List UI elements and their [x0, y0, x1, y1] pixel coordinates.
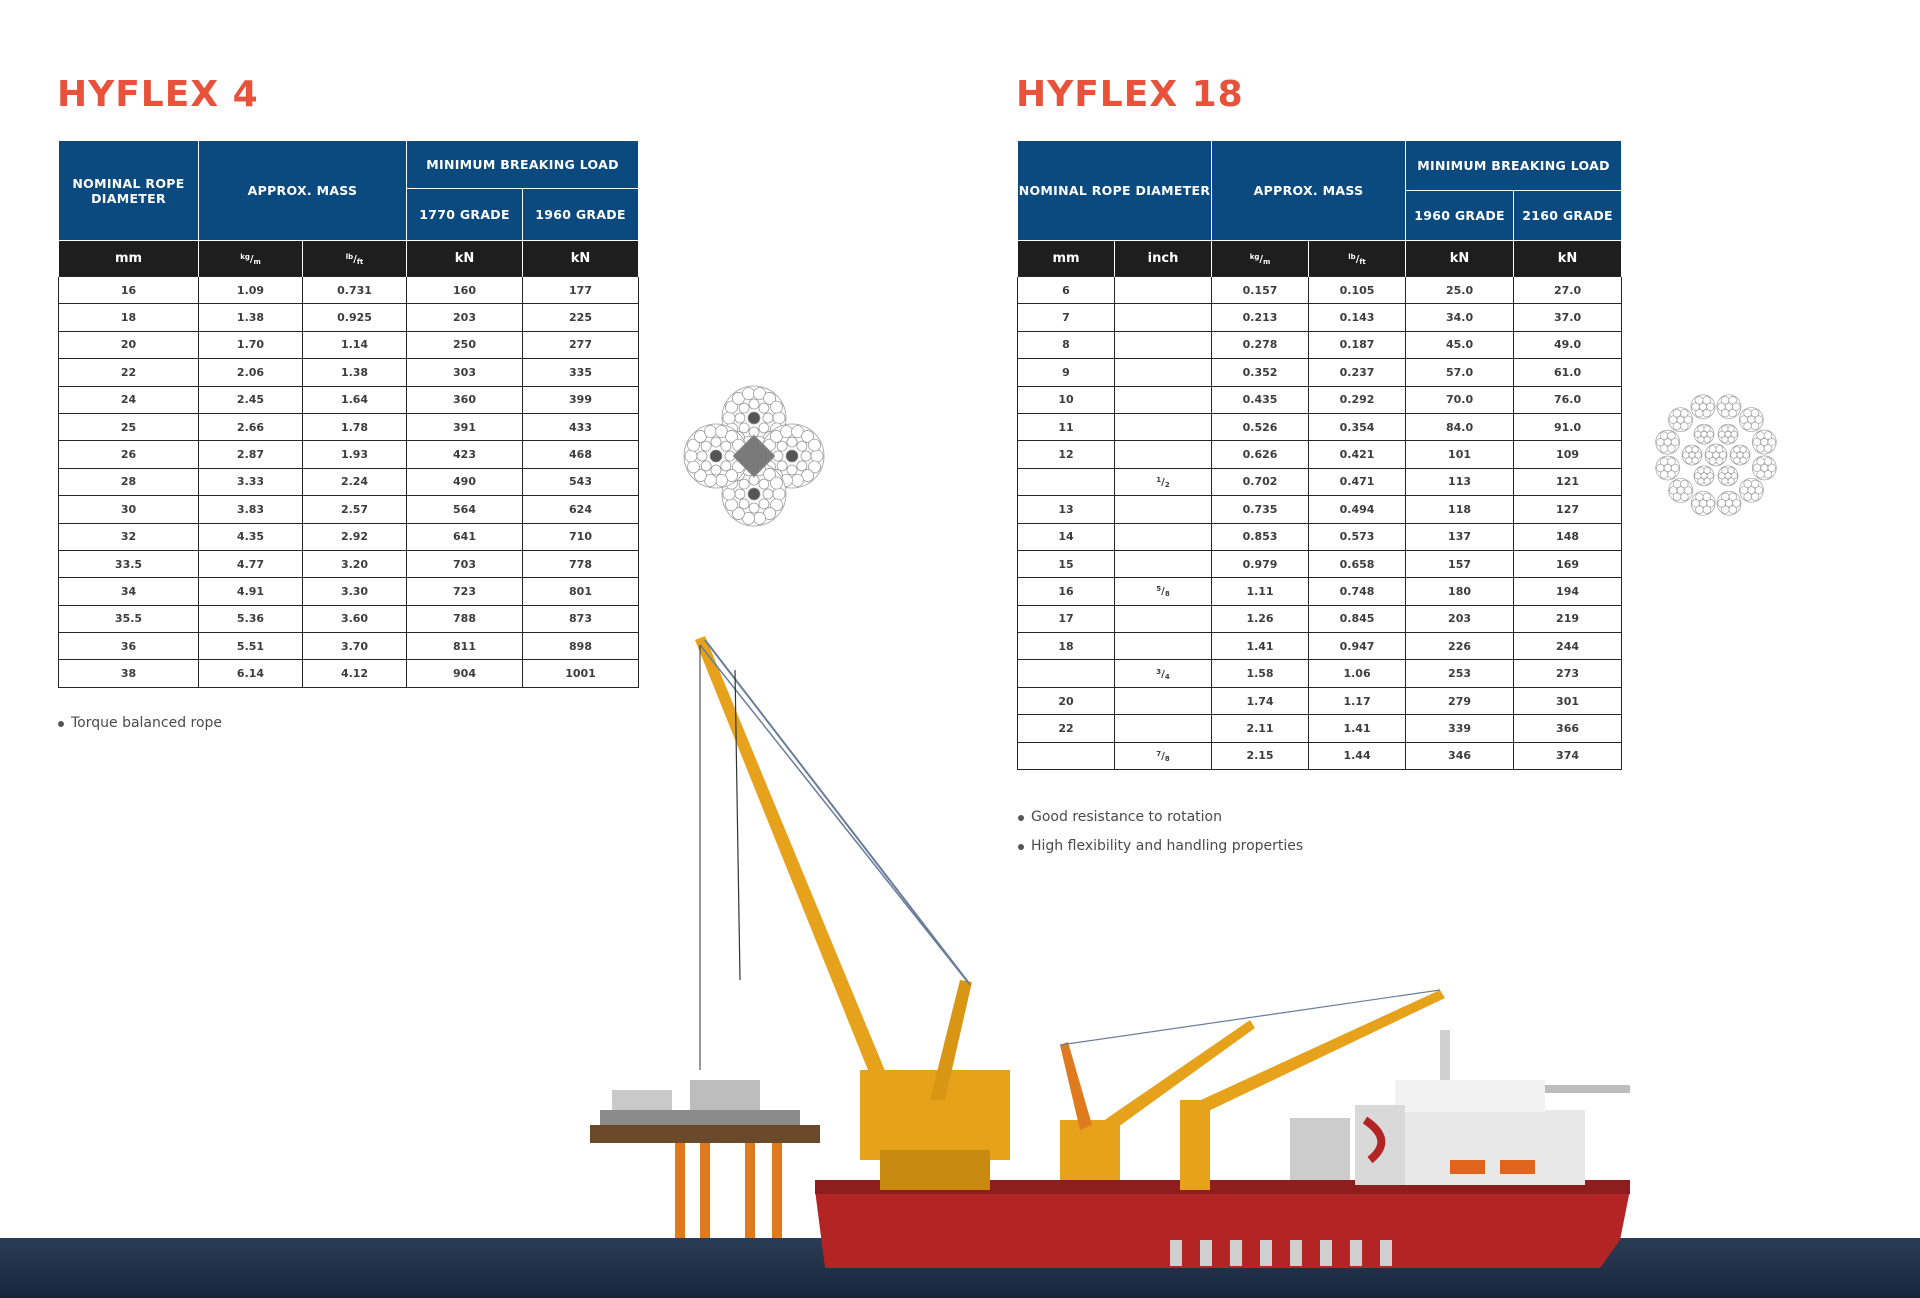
table-row	[59, 304, 639, 331]
table-cell: 22	[59, 359, 199, 386]
table-cell: 723	[407, 578, 523, 605]
table-cell: $^5/_8$	[1115, 578, 1212, 605]
table-cell: 1.11	[1212, 578, 1309, 605]
table-cell: 1.17	[1309, 687, 1406, 714]
table-cell: 788	[407, 605, 523, 632]
unit-header: kN	[1406, 241, 1514, 277]
table-cell	[1115, 359, 1212, 386]
table-cell: 3.33	[199, 468, 303, 495]
table-cell: 1.41	[1212, 633, 1309, 660]
table-cell: 118	[1406, 496, 1514, 523]
table-cell: 6.14	[199, 660, 303, 687]
table-cell: 13	[1018, 496, 1115, 523]
table-row	[1018, 523, 1622, 550]
nominal-rope-diameter-header: NOMINAL ROPE DIAMETER	[1018, 141, 1212, 241]
table-cell: 33.5	[59, 550, 199, 577]
table-cell	[1115, 441, 1212, 468]
table-cell: 1.38	[303, 359, 407, 386]
table-cell: 1.78	[303, 413, 407, 440]
table-cell: 433	[523, 413, 639, 440]
table-cell: 45.0	[1406, 331, 1514, 358]
table-row	[1018, 496, 1622, 523]
table-cell: 70.0	[1406, 386, 1514, 413]
table-row	[59, 331, 639, 358]
feature-item: High flexibility and handling properties	[1018, 832, 1303, 861]
table-row	[1018, 413, 1622, 440]
table-cell: 0.702	[1212, 468, 1309, 495]
table-cell: 1.26	[1212, 605, 1309, 632]
table-row	[1018, 304, 1622, 331]
table-cell: 641	[407, 523, 523, 550]
table-cell: 177	[523, 277, 639, 304]
table-cell: 301	[1514, 687, 1622, 714]
table-cell: 148	[1514, 523, 1622, 550]
table-cell: 898	[523, 633, 639, 660]
table-cell: 91.0	[1514, 413, 1622, 440]
table-cell: 6	[1018, 277, 1115, 304]
table-cell: 277	[523, 331, 639, 358]
table-cell: 121	[1514, 468, 1622, 495]
table-cell: 3.60	[303, 605, 407, 632]
table-cell: 1.41	[1309, 715, 1406, 742]
table-cell: 1.64	[303, 386, 407, 413]
table-cell: 0.658	[1309, 550, 1406, 577]
table-cell: 303	[407, 359, 523, 386]
table-cell: 543	[523, 468, 639, 495]
table-cell: 25	[59, 413, 199, 440]
table-cell: 27.0	[1514, 277, 1622, 304]
table-cell: 2.15	[1212, 742, 1309, 769]
table-cell: 335	[523, 359, 639, 386]
minimum-breaking-load-header: MINIMUM BREAKING LOAD	[1406, 141, 1622, 191]
table-cell: 14	[1018, 523, 1115, 550]
table-cell: 2.87	[199, 441, 303, 468]
table-row	[59, 413, 639, 440]
minimum-breaking-load-header: MINIMUM BREAKING LOAD	[407, 141, 639, 189]
approx-mass-header: APPROX. MASS	[199, 141, 407, 241]
table-cell: 0.573	[1309, 523, 1406, 550]
table-row	[59, 277, 639, 304]
table-cell: 157	[1406, 550, 1514, 577]
table-cell: 0.925	[303, 304, 407, 331]
table-cell: 0.143	[1309, 304, 1406, 331]
table-cell: 203	[1406, 605, 1514, 632]
table-cell: 1.06	[1309, 660, 1406, 687]
table-cell: 0.853	[1212, 523, 1309, 550]
offshore-crane-vessel-photo	[0, 600, 1920, 1298]
table-cell: 0.292	[1309, 386, 1406, 413]
table-cell: 127	[1514, 496, 1622, 523]
vessel-superstructure	[1290, 1030, 1630, 1185]
table-cell	[1115, 550, 1212, 577]
table-cell: 0.213	[1212, 304, 1309, 331]
table-cell: 2.45	[199, 386, 303, 413]
table-cell: 61.0	[1514, 359, 1622, 386]
table-cell: 360	[407, 386, 523, 413]
table-cell: 219	[1514, 605, 1622, 632]
table-cell: 16	[59, 277, 199, 304]
table-row	[59, 550, 639, 577]
table-cell: 0.731	[303, 277, 407, 304]
table-cell: 30	[59, 496, 199, 523]
unit-header: kN	[407, 241, 523, 277]
table-cell: 101	[1406, 441, 1514, 468]
feature-item: Good resistance to rotation	[1018, 803, 1303, 832]
table-cell: 7	[1018, 304, 1115, 331]
table-cell: 1.14	[303, 331, 407, 358]
table-cell: 1.58	[1212, 660, 1309, 687]
table-cell: 873	[523, 605, 639, 632]
table-cell: 84.0	[1406, 413, 1514, 440]
table-cell: 2.24	[303, 468, 407, 495]
table-cell: 2.92	[303, 523, 407, 550]
hyflex-18-title: HYFLEX 18	[1016, 74, 1244, 115]
table-cell: 4.77	[199, 550, 303, 577]
table-cell: 18	[59, 304, 199, 331]
table-cell: 34.0	[1406, 304, 1514, 331]
table-cell: 346	[1406, 742, 1514, 769]
table-cell: 2.11	[1212, 715, 1309, 742]
table-row	[1018, 386, 1622, 413]
table-cell: 49.0	[1514, 331, 1622, 358]
table-row	[1018, 550, 1622, 577]
table-cell	[1018, 468, 1115, 495]
unit-header: mm	[59, 241, 199, 277]
table-cell: 0.105	[1309, 277, 1406, 304]
table-cell: 0.748	[1309, 578, 1406, 605]
18-strand-rope-cross-section-icon	[1646, 385, 1786, 525]
table-cell: 1001	[523, 660, 639, 687]
unit-header: inch	[1115, 241, 1212, 277]
table-cell: 2.57	[303, 496, 407, 523]
table-cell	[1115, 331, 1212, 358]
table-cell: 1.93	[303, 441, 407, 468]
table-cell: 137	[1406, 523, 1514, 550]
table-cell: 703	[407, 550, 523, 577]
grade-1960-header: 1960 GRADE	[1406, 191, 1514, 241]
table-cell: 490	[407, 468, 523, 495]
table-cell: 34	[59, 578, 199, 605]
table-cell: 169	[1514, 550, 1622, 577]
table-cell: 180	[1406, 578, 1514, 605]
table-cell: 0.278	[1212, 331, 1309, 358]
table-cell	[1115, 277, 1212, 304]
unit-header: kN	[523, 241, 639, 277]
table-cell: 8	[1018, 331, 1115, 358]
table-cell: 273	[1514, 660, 1622, 687]
table-cell: 20	[59, 331, 199, 358]
table-cell	[1115, 413, 1212, 440]
table-cell: 0.157	[1212, 277, 1309, 304]
grade-1770-header: 1770 GRADE	[407, 189, 523, 241]
table-cell	[1115, 523, 1212, 550]
table-cell: 203	[407, 304, 523, 331]
table-cell: 5.36	[199, 605, 303, 632]
table-cell: 0.237	[1309, 359, 1406, 386]
table-cell: 16	[1018, 578, 1115, 605]
table-cell: 0.354	[1309, 413, 1406, 440]
unit-header: kN	[1514, 241, 1622, 277]
table-cell: $^7/_8$	[1115, 742, 1212, 769]
table-cell: 0.626	[1212, 441, 1309, 468]
table-row	[1018, 331, 1622, 358]
grade-1960-header: 1960 GRADE	[523, 189, 639, 241]
table-cell: 160	[407, 277, 523, 304]
table-cell: 15	[1018, 550, 1115, 577]
table-cell	[1115, 304, 1212, 331]
table-cell: 904	[407, 660, 523, 687]
unit-header: $^{kg}/_m$	[1212, 241, 1309, 277]
table-cell: 0.735	[1212, 496, 1309, 523]
table-cell: 36	[59, 633, 199, 660]
unit-header: mm	[1018, 241, 1115, 277]
table-cell: 24	[59, 386, 199, 413]
table-row	[59, 441, 639, 468]
table-cell: 57.0	[1406, 359, 1514, 386]
table-cell: 1.70	[199, 331, 303, 358]
table-cell: 0.845	[1309, 605, 1406, 632]
table-cell: 2.06	[199, 359, 303, 386]
table-cell: 3.70	[303, 633, 407, 660]
table-cell: 811	[407, 633, 523, 660]
table-cell: 0.471	[1309, 468, 1406, 495]
nominal-rope-diameter-header: NOMINAL ROPE DIAMETER	[59, 141, 199, 241]
table-row	[59, 468, 639, 495]
table-row	[59, 386, 639, 413]
table-row	[1018, 359, 1622, 386]
table-cell: 18	[1018, 633, 1115, 660]
table-cell: 710	[523, 523, 639, 550]
table-cell: $^3/_4$	[1115, 660, 1212, 687]
vessel-hull	[815, 1180, 1630, 1268]
table-cell	[1115, 386, 1212, 413]
table-cell: 17	[1018, 605, 1115, 632]
table-cell: 0.526	[1212, 413, 1309, 440]
table-row	[1018, 468, 1622, 495]
table-cell: 0.494	[1309, 496, 1406, 523]
table-row	[59, 523, 639, 550]
table-row	[1018, 441, 1622, 468]
table-cell: 226	[1406, 633, 1514, 660]
table-cell: 0.435	[1212, 386, 1309, 413]
table-cell: 12	[1018, 441, 1115, 468]
table-cell: 4.91	[199, 578, 303, 605]
table-cell: 468	[523, 441, 639, 468]
table-cell: 339	[1406, 715, 1514, 742]
table-cell: 25.0	[1406, 277, 1514, 304]
table-cell: 374	[1514, 742, 1622, 769]
unit-header: $^{lb}/_{ft}$	[303, 241, 407, 277]
table-cell: 253	[1406, 660, 1514, 687]
grade-2160-header: 2160 GRADE	[1514, 191, 1622, 241]
table-cell: 22	[1018, 715, 1115, 742]
table-cell: 4.12	[303, 660, 407, 687]
oil-platform	[590, 1080, 820, 1238]
unit-header: $^{lb}/_{ft}$	[1309, 241, 1406, 277]
unit-header: $^{kg}/_m$	[199, 241, 303, 277]
table-cell: 1.09	[199, 277, 303, 304]
table-cell: 3.30	[303, 578, 407, 605]
table-cell: 11	[1018, 413, 1115, 440]
table-cell: $^1/_2$	[1115, 468, 1212, 495]
approx-mass-header: APPROX. MASS	[1212, 141, 1406, 241]
table-row	[1018, 277, 1622, 304]
table-cell: 778	[523, 550, 639, 577]
table-cell: 801	[523, 578, 639, 605]
table-cell: 9	[1018, 359, 1115, 386]
table-cell: 0.352	[1212, 359, 1309, 386]
table-cell: 35.5	[59, 605, 199, 632]
table-cell: 0.979	[1212, 550, 1309, 577]
table-cell: 4.35	[199, 523, 303, 550]
table-cell: 399	[523, 386, 639, 413]
table-cell: 38	[59, 660, 199, 687]
table-cell: 279	[1406, 687, 1514, 714]
4-strand-rope-cross-section-icon	[683, 385, 825, 527]
table-cell: 194	[1514, 578, 1622, 605]
feature-item: Torque balanced rope	[58, 709, 222, 738]
table-cell: 0.947	[1309, 633, 1406, 660]
table-cell: 366	[1514, 715, 1622, 742]
table-cell: 3.83	[199, 496, 303, 523]
table-cell: 423	[407, 441, 523, 468]
table-cell: 37.0	[1514, 304, 1622, 331]
hyflex-4-title: HYFLEX 4	[57, 74, 259, 115]
table-cell: 113	[1406, 468, 1514, 495]
table-cell: 0.187	[1309, 331, 1406, 358]
table-cell: 28	[59, 468, 199, 495]
table-cell: 10	[1018, 386, 1115, 413]
table-cell: 1.38	[199, 304, 303, 331]
table-cell: 1.74	[1212, 687, 1309, 714]
table-cell: 250	[407, 331, 523, 358]
table-cell: 391	[407, 413, 523, 440]
table-cell: 5.51	[199, 633, 303, 660]
table-cell: 2.66	[199, 413, 303, 440]
table-cell: 3.20	[303, 550, 407, 577]
table-cell: 26	[59, 441, 199, 468]
table-row	[59, 496, 639, 523]
table-cell: 564	[407, 496, 523, 523]
table-row	[59, 359, 639, 386]
table-cell	[1115, 496, 1212, 523]
table-cell: 225	[523, 304, 639, 331]
table-cell: 109	[1514, 441, 1622, 468]
table-cell: 1.44	[1309, 742, 1406, 769]
table-cell: 244	[1514, 633, 1622, 660]
table-cell: 0.421	[1309, 441, 1406, 468]
table-cell: 624	[523, 496, 639, 523]
table-cell: 76.0	[1514, 386, 1622, 413]
table-cell: 20	[1018, 687, 1115, 714]
table-cell: 32	[59, 523, 199, 550]
